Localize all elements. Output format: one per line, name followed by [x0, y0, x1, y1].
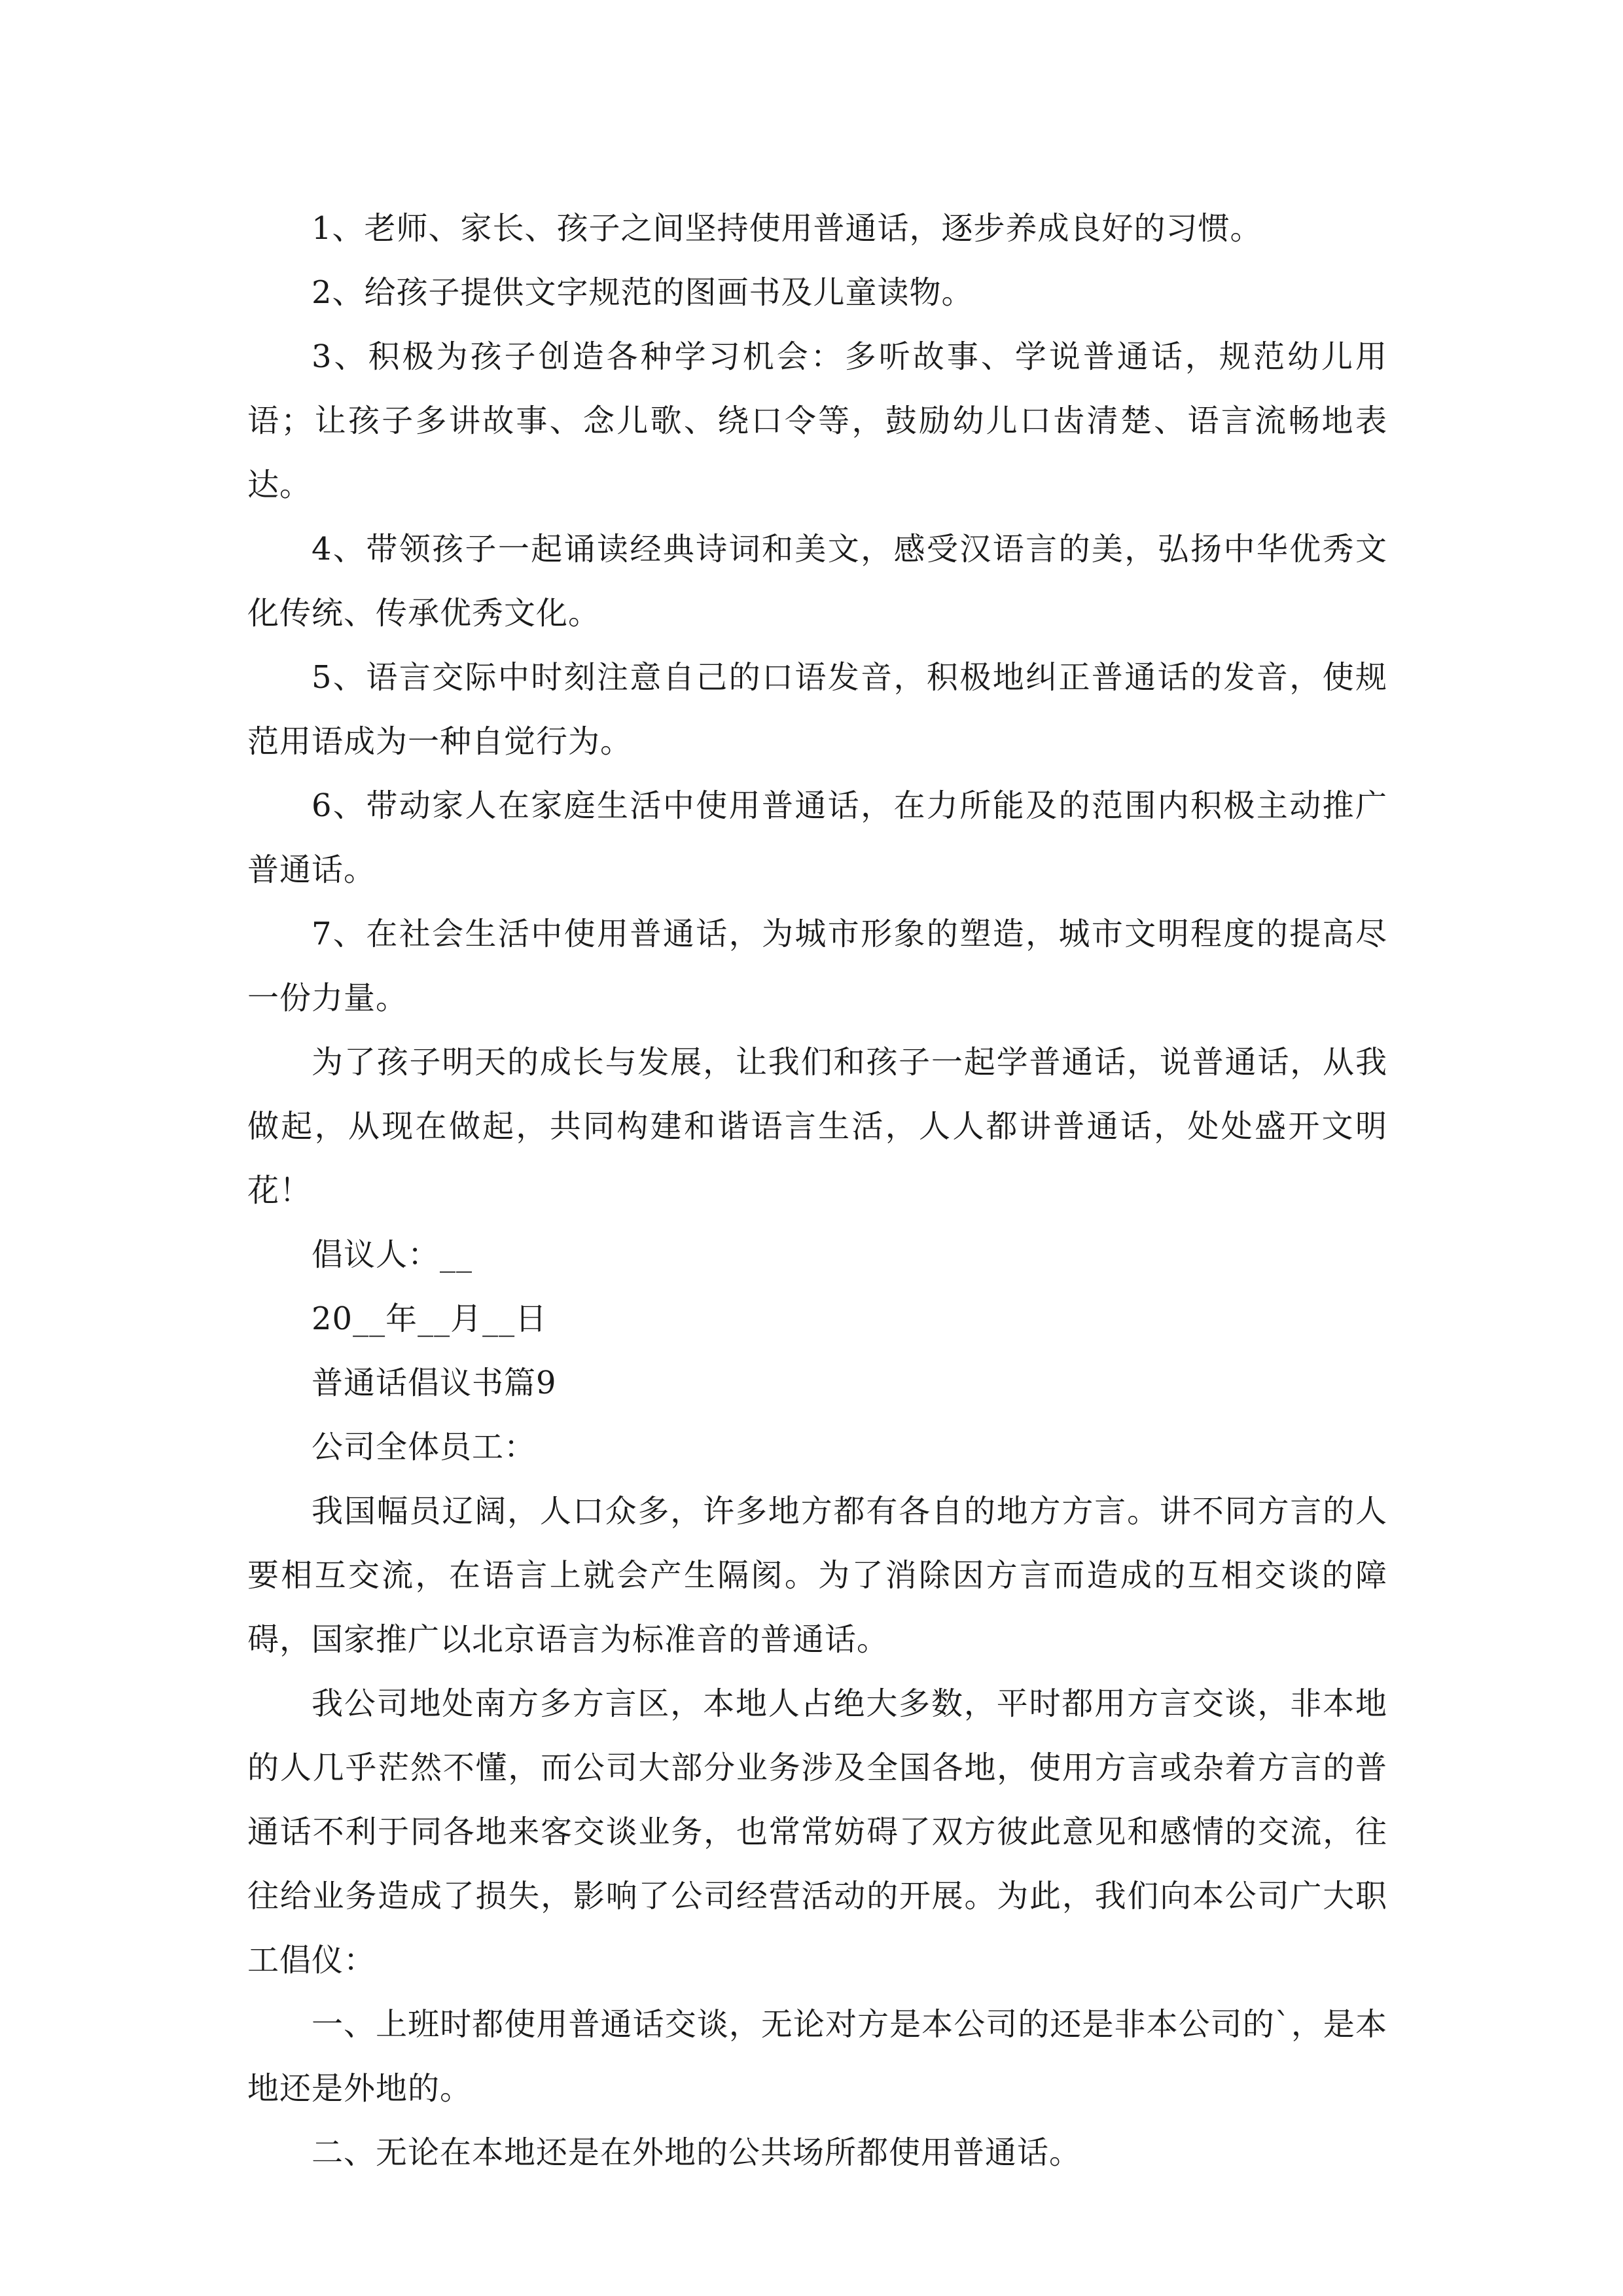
- date-line: 20__年__月__日: [312, 1300, 548, 1337]
- body-paragraph-2: 我公司地处南方多方言区，本地人占绝大多数，平时都用方言交谈，非本地的人几乎茫然不懂，而公司大部分业务涉及全国各地，使用方言或杂着方言的普通话不利于同各地来客交谈业务，也常常妨碍了双方彼此意见和感情的交流，往往给业务造成了损失，影响了公司经营活动的开展。为此，我们向本公司广大职工倡仪：: [247, 1685, 1387, 1979]
- salutation: 公司全体员工：: [312, 1429, 537, 1465]
- closing-paragraph: 为了孩子明天的成长与发展，让我们和孩子一起学普通话，说普通话，从我做起，从现在做起，共同构建和谐语言生活，人人都讲普通话，处处盛开文明花！: [247, 1044, 1387, 1209]
- section-title: 普通话倡议书篇9: [312, 1365, 557, 1401]
- paragraph-item-2: 2、给孩子提供文字规范的图画书及儿童读物。: [312, 274, 974, 311]
- paragraph-item-3: 3、积极为孩子创造各种学习机会：多听故事、学说普通话，规范幼儿用语；让孩子多讲故事、念儿歌、绕口令等，鼓励幼儿口齿清楚、语言流畅地表达。: [247, 338, 1387, 503]
- body-paragraph-3: 一、上班时都使用普通话交谈，无论对方是本公司的还是非本公司的`，是本地还是外地的。: [247, 2006, 1387, 2107]
- paragraph-item-1: 1、老师、家长、孩子之间坚持使用普通话，逐步养成良好的习惯。: [312, 210, 1262, 247]
- paragraph-item-7: 7、在社会生活中使用普通话，为城市形象的塑造，城市文明程度的提高尽一份力量。: [247, 916, 1387, 1016]
- document-body: [247, 196, 1387, 2185]
- body-paragraph-1: 我国幅员辽阔，人口众多，许多地方都有各自的地方方言。讲不同方言的人要相互交流，在语言上就会产生隔阂。为了消除因方言而造成的互相交谈的障碍，国家推广以北京语言为标准音的普通话。: [247, 1493, 1387, 1658]
- proposer-line: 倡议人：__: [312, 1236, 473, 1273]
- body-paragraph-4: 二、无论在本地还是在外地的公共场所都使用普通话。: [312, 2134, 1082, 2171]
- paragraph-item-5: 5、语言交际中时刻注意自己的口语发音，积极地纠正普通话的发音，使规范用语成为一种自觉行为。: [247, 659, 1387, 760]
- paragraph-item-4: 4、带领孩子一起诵读经典诗词和美文，感受汉语言的美，弘扬中华优秀文化传统、传承优秀文化。: [247, 531, 1387, 632]
- paragraph-item-6: 6、带动家人在家庭生活中使用普通话，在力所能及的范围内积极主动推广普通话。: [247, 787, 1387, 888]
